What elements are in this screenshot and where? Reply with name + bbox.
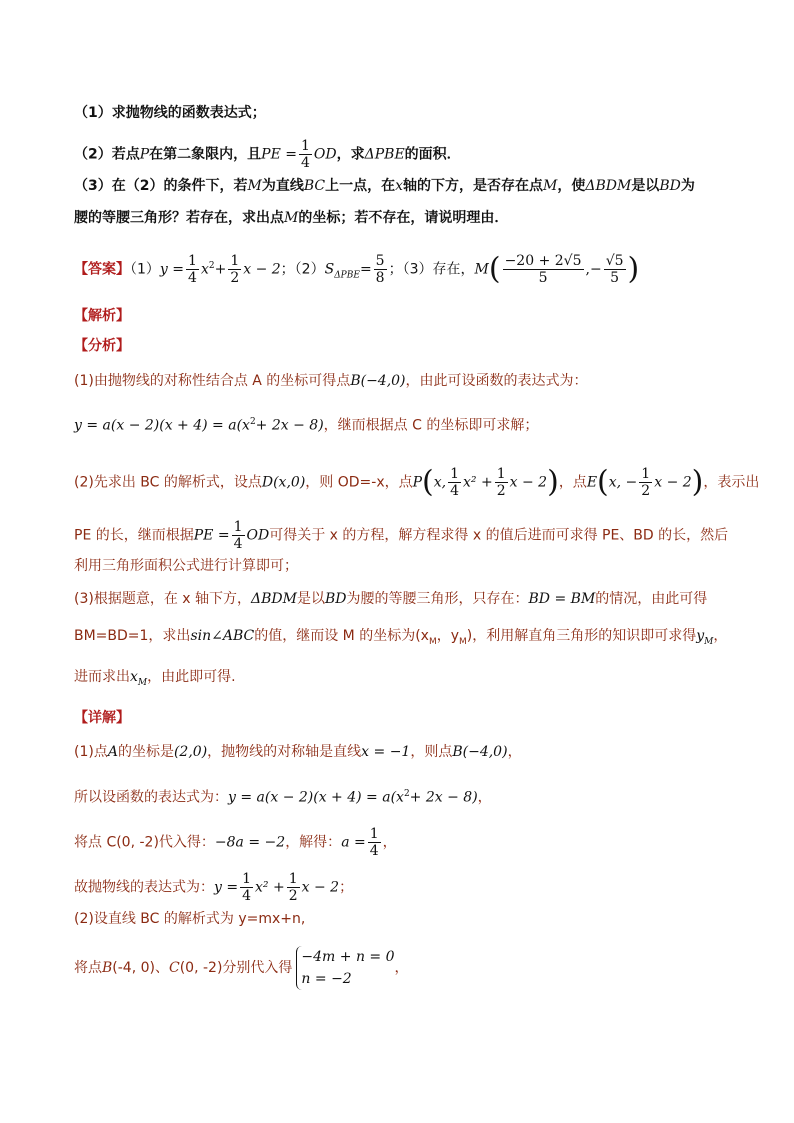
analysis-3c: 进而求出$x_M$，由此即可得. (74, 669, 236, 688)
answer-tag: 【答案】 (74, 261, 130, 278)
jiexi-heading: 【解析】 (74, 308, 130, 324)
question-3-line-2: 腰的等腰三角形？若存在，求出点M的坐标；若不存在，请说明理由． (74, 210, 509, 226)
question-2: （2）若点P在第二象限内，且PE = $\frac{1}{4}$ OD，求ΔPBE的面积． (74, 138, 461, 171)
answer-line: 【答案】（1）y = $\frac{1}{4}$ $x^2+$ $\frac{1}{2}$ x − 2；$(2)S_{\Delta PBE}=$ $\frac{5}{8}$ ；（3）存在，M( $\frac{-20 + 2√5}{5}$ ,− $\frac{√5}{5}$ ) (74, 251, 640, 287)
analysis-1b: $y = a(x - 2)(x + 4) = a(x^2+ 2x - 8)$，继而根据点 C 的坐标即可求解； (74, 417, 539, 434)
detail-3: 将点 C(0, -2)代入得：−8a = −2，解得：a = $\frac{1}{4}$ ， (74, 826, 397, 859)
xiangjie-heading: 【详解】 (74, 710, 130, 726)
analysis-3b: BM=BD=1，求出sin∠ABC的值，继而设 M 的坐标为($x_M$，$y_M$)，利用解直角三角形的知识即可求得$y_M$， (74, 628, 728, 647)
equation-system: −4m + n = 0 n = −2 (296, 946, 394, 990)
analysis-3: (3)根据题意，在 x 轴下方，ΔBDM是以BD为腰的等腰三角形，只存在：BD = BM的情况，由此可得 (74, 591, 708, 607)
detail-5: (2)设直线 BC 的解析式为 y=mx+n, (74, 911, 306, 927)
analysis-2b: PE 的长，继而根据PE = $\frac{1}{4}$ OD可得关于 x 的方程，解方程求得 x 的值后进而可求得 PE、BD 的长，然后 (74, 519, 729, 552)
fraction: $\frac{1}{4}$ (301, 138, 310, 171)
question-3-line-1: （3）在（2）的条件下，若M为直线BC上一点，在x轴的下方，是否存在点M，使ΔBDM是以BD为 (74, 178, 695, 194)
analysis-2c: 利用三角形面积公式进行计算即可； (74, 558, 298, 574)
question-1: （1）求抛物线的函数表达式； (74, 105, 266, 121)
analysis-2: (2)先求出 BC 的解析式，设点D(x,0)，则 OD=-x，点P(x, $\frac{1}{4}$ x² + $\frac{1}{2}$ x − 2)，点E(x, − $\frac{1}{2}$ x − 2)，表示出 (74, 464, 760, 500)
detail-4: 故抛物线的表达式为：y = $\frac{1}{4}$ x² + $\frac{1}{2}$ x − 2； (74, 871, 354, 904)
detail-2: 所以设函数的表达式为：$y = a(x - 2)(x + 4) = a(x^2+ 2x - 8)$， (74, 789, 492, 806)
detail-6: 将点B(-4, 0)、C(0, -2)分别代入得 −4m + n = 0 n = −2 ， (74, 946, 409, 990)
analysis-1: (1)由抛物线的对称性结合点 A 的坐标可得点B(−4,0)，由此可设函数的表达式为： (74, 373, 588, 389)
fenxi-heading: 【分析】 (74, 338, 130, 354)
detail-1: (1)点A的坐标是(2,0)，抛物线的对称轴是直线x = −1，则点B(−4,0)， (74, 744, 522, 760)
